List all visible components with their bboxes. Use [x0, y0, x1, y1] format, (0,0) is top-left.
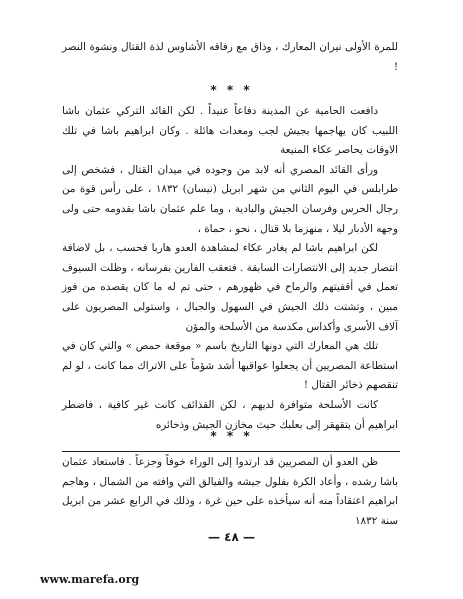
- paragraph-7: ظن العدو أن المصريين قد ارتدوا إلى الوراء خوفاً وجزعاً . فاستعاد عثمان باشا رشده ، وأعاد الكرة بفلول جيشه والفيالق التي وافته من الشمال ، وهاجم ابراهيم اعتقاداً منه أنه سيأخذه على حين غرة ، وذلك في الرابع عشر من ابريل سنة ١٨٣٢: [62, 456, 398, 527]
- text-block-middle: [62, 102, 398, 435]
- page-number: — ٤٨ —: [207, 530, 256, 544]
- footer-watermark-url: www.marefa.org: [40, 573, 140, 586]
- paragraph-3: ورأى القائد المصري أنه لابد من وجوده في ميدان القتال ، فشخص إلى طرابلس في اليوم الثاني من شهر ابريل (نيسان) ١٨٣٢ ، على رأس قوة من رجال الحرس وفرسان الجيش والبادية ، وما علم عثمان باشا بقدومه حتى ولى وجهه الأدبار ليلا ، منهزما بلا قتال ، نحو ، حماة ،: [62, 163, 399, 235]
- horizontal-rule: [62, 451, 400, 452]
- paragraph-2: دافعت الحامية عن المدينة دفاعاً عنيداً . لكن القائد التركي عثمان باشا اللبيب كان يهاجمها بجيش لجب ومعدات هائلة . وكان ابراهيم باشا في تلك الاوقات يحاصر عكاء المنيعة: [62, 105, 398, 157]
- paragraph-1: للمرة الأولى نيران المعارك ، وذاق مع رفاقه الأشاوس لذة القتال ونشوة النصر !: [62, 41, 398, 73]
- paragraph-4: لكن ابراهيم باشا لم يغادر عكاء لمشاهدة العدو هاربا فحسب ، بل لاضافة انتصار جديد إلى الانتصارات السابقة . فتعقب الفارين بفرسانه ، وظلت السيوف تعمل في أقفيتهم والرماح في ظهورهم ، حتى تم له ما كان يقصده من فوز مبين ، وتشتت ذلك الجيش في السهول والجبال ، واستولى المصريون على آلاف الأسرى وأكداس مكدسة من الأسلحة والمؤن: [62, 242, 398, 333]
- section-separator-2: * * *: [210, 429, 253, 443]
- text-block-bottom: [62, 453, 398, 531]
- paragraph-6: كانت الأسلحة متوافرة لديهم ، لكن القذائف كانت غير كافية ، فاضطر ابراهيم أن يتقهقر إلى بعلبك حيث مخازن الجيش وذخائره: [62, 398, 398, 431]
- text-block-top: [62, 38, 398, 77]
- paragraph-5: تلك هي المعارك التي دونها التاريخ باسم « موقعة حمص » والتي كان في استطاعة المصريين أن يجعلوا عواقبها أشد شؤماً على الاتراك مما كانت ، لو لم تنقصهم ذخائر القتال !: [62, 340, 398, 392]
- section-separator-1: * * *: [210, 83, 253, 97]
